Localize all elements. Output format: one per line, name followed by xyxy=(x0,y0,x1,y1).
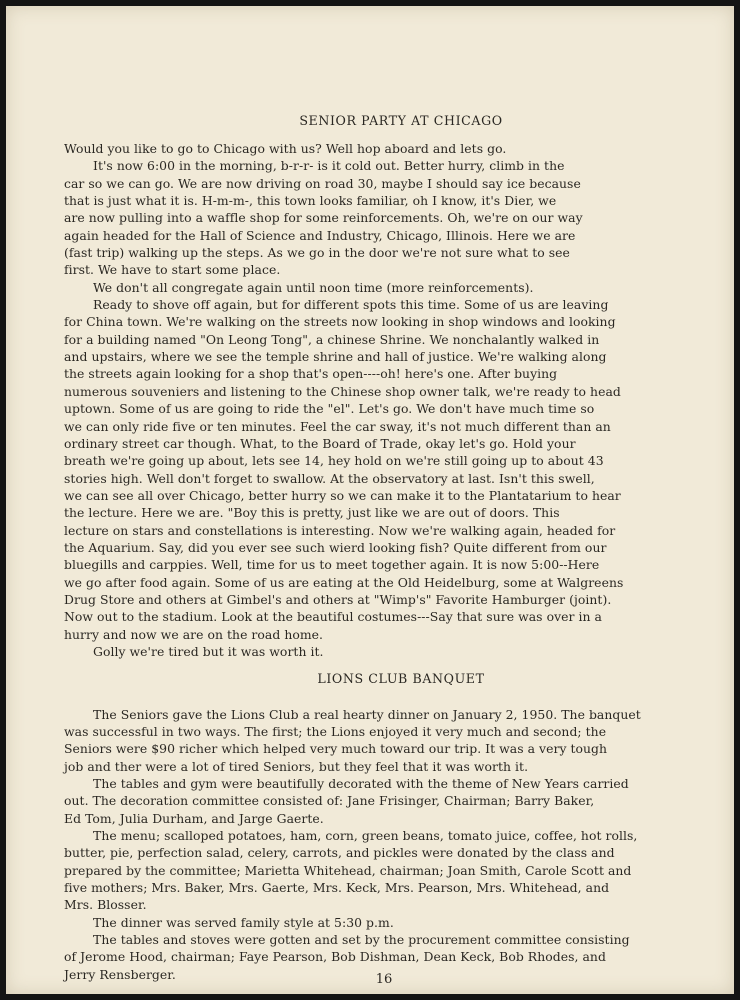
text-line: and upstairs, where we see the temple shrine and hall of justice. We're walking along xyxy=(64,349,607,365)
text-line: for a building named "On Leong Tong", a chinese Shrine. We nonchalantly walked in xyxy=(64,331,600,347)
text-line: hurry and now we are on the road home. xyxy=(64,626,324,642)
document-page xyxy=(6,6,734,994)
text-line: car so we can go. We are now driving on road 30, maybe I should say ice because xyxy=(64,175,581,191)
text-line: Drug Store and others at Gimbel's and others at "Wimp's" Favorite Hamburger (joint). xyxy=(64,591,612,607)
text-line: out. The decoration committee consisted of: Jane Frisinger, Chairman; Barry Baker, xyxy=(64,793,595,809)
text-line: lecture on stars and constellations is interesting. Now we're walking again, headed for xyxy=(64,522,616,538)
text-line: butter, pie, perfection salad, celery, carrots, and pickles were donated by the class and xyxy=(64,845,615,861)
text-line: we go after food again. Some of us are eating at the Old Heidelburg, some at Walgreens xyxy=(64,574,624,590)
text-line: prepared by the committee; Marietta Whitehead, chairman; Joan Smith, Carole Scott and xyxy=(64,862,632,878)
text-line: The dinner was served family style at 5:30 p.m. xyxy=(93,914,394,930)
text-line: stories high. Well don't forget to swallow. At the observatory at last. Isn't this swell, xyxy=(64,470,595,486)
text-line: The tables and gym were beautifully decorated with the theme of New Years carried xyxy=(93,776,629,792)
section-spacer xyxy=(64,660,724,670)
page-number: 16 xyxy=(375,972,393,987)
text-line: Now out to the stadium. Look at the beautiful costumes---Say that sure was over in a xyxy=(64,609,602,625)
text-line: are now pulling into a waffle shop for some reinforcements. Oh, we're on our way xyxy=(64,210,583,226)
text-line: was successful in two ways. The first; the Lions enjoyed it very much and second; the xyxy=(64,724,607,739)
text-line: The menu; scalloped potatoes, ham, corn, green beans, tomato juice, coffee, hot rolls, xyxy=(93,828,638,844)
text-line: It's now 6:00 in the morning, b-r-r- is it cold out. Better hurry, climb in the xyxy=(93,158,565,174)
text-line: the Aquarium. Say, did you ever see such wierd looking fish? Quite different from our xyxy=(64,539,607,555)
text-line: numerous souveniers and listening to the Chinese shop owner talk, we're ready to head xyxy=(64,383,621,399)
text-line: Ed Tom, Julia Durham, and Jarge Gaerte. xyxy=(64,810,324,826)
text-line: first. We have to start some place. xyxy=(64,262,281,278)
article-body-senior-party xyxy=(64,140,724,660)
text-line: for China town. We're walking on the streets now looking in shop windows and looking xyxy=(64,314,616,330)
text-line: uptown. Some of us are going to ride the "el". Let's go. We don't have much time so xyxy=(64,401,595,417)
text-line: of Jerome Hood, chairman; Faye Pearson, Bob Dishman, Dean Keck, Bob Rhodes, and xyxy=(64,949,606,965)
text-line: we can see all over Chicago, better hurry so we can make it to the Plantatarium to hear xyxy=(64,487,621,503)
page-content xyxy=(64,112,724,983)
section-spacer xyxy=(64,688,724,706)
text-line: again headed for the Hall of Science and Industry, Chicago, Illinois. Here we are xyxy=(64,227,576,243)
article-body-lions-club xyxy=(64,706,724,984)
text-line: The tables and stoves were gotten and set by the procurement committee consisting xyxy=(93,932,630,948)
text-line: breath we're going up about, lets see 14, hey hold on we're still going up to about 43 xyxy=(64,453,604,469)
text-line: job and ther were a lot of tired Seniors, but they feel that it was worth it. xyxy=(64,758,529,774)
text-line: bluegills and carppies. Well, time for us to meet together again. It is now 5:00--Here xyxy=(64,557,600,573)
text-line: that is just what it is. H-m-m-, this town looks familiar, oh I know, it's Dier, we xyxy=(64,193,557,209)
text-line: Ready to shove off again, but for different spots this time. Some of us are leaving xyxy=(93,297,609,313)
text-line: ordinary street car though. What, to the Board of Trade, okay let's go. Hold your xyxy=(64,435,576,451)
text-line: We don't all congregate again until noon time (more reinforcements). xyxy=(93,279,534,295)
article-title-senior-party: SENIOR PARTY AT CHICAGO xyxy=(299,113,503,128)
text-line: Seniors were $90 richer which helped very much toward our trip. It was a very tough xyxy=(64,741,608,757)
text-line: the streets again looking for a shop that's open----oh! here's one. After buying xyxy=(64,366,558,382)
text-line: The Seniors gave the Lions Club a real hearty dinner on January 2, 1950. The banquet xyxy=(93,706,641,722)
text-line: Would you like to go to Chicago with us? Well hop aboard and lets go. xyxy=(64,141,507,156)
article-title-lions-club: LIONS CLUB BANQUET xyxy=(317,671,485,687)
text-line: we can only ride five or ten minutes. Feel the car sway, it's not much different than an xyxy=(64,418,611,434)
text-line: the lecture. Here we are. "Boy this is pretty, just like we are out of doors. This xyxy=(64,505,560,521)
text-line: Jerry Rensberger. xyxy=(64,966,176,982)
text-line: Golly we're tired but it was worth it. xyxy=(93,643,324,659)
text-line: Mrs. Blosser. xyxy=(64,897,147,913)
text-line: five mothers; Mrs. Baker, Mrs. Gaerte, Mrs. Keck, Mrs. Pearson, Mrs. Whitehead, and xyxy=(64,880,610,896)
text-line: (fast trip) walking up the steps. As we go in the door we're not sure what to see xyxy=(64,245,570,261)
